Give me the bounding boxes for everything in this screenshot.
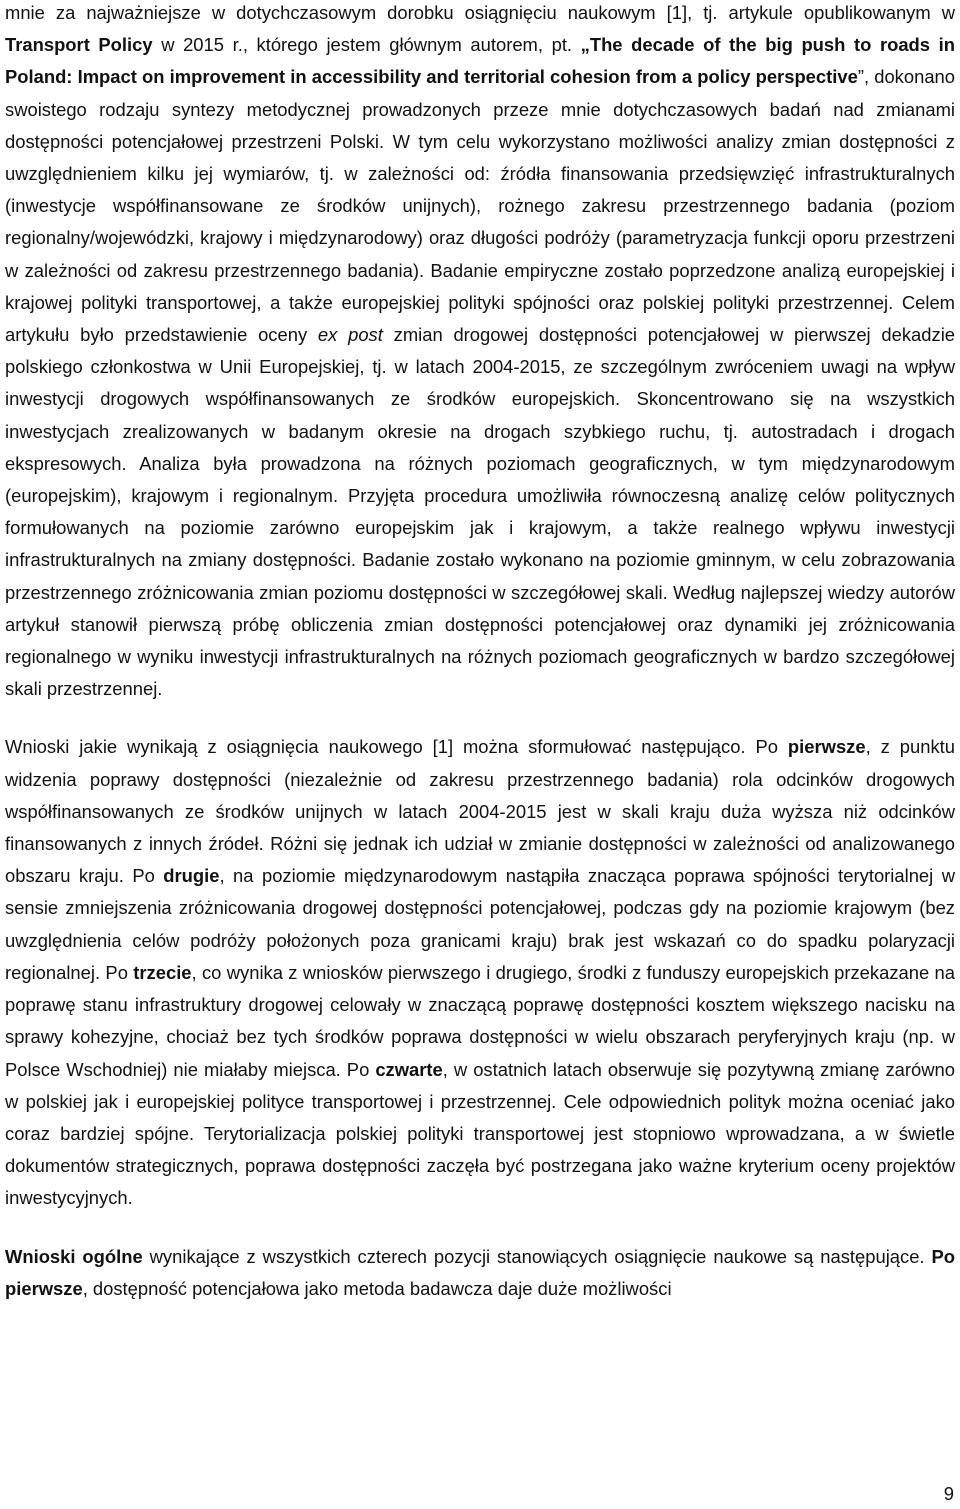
text-run: ”, dokonano swoistego rodzaju syntezy metodycznej prowadzonych przeze mnie dotychczasowych badań nad zmianami dostępności potencjałowej przestrzeni Polski. W tym celu wykorzystano możliwości analizy zmian dostępności z uwzględnieniem kilku jej wymiarów, tj. w zależności od: źródła finansowania przedsięwzięć infrastrukturalnych (inwestycje współfinansowane ze środków unijnych), rożnego zakresu przestrzennego badania (poziom regionalny/wojewódzki, krajowy i międzynarodowy) oraz długości podróży (parametryzacja funkcji oporu przestrzeni w zależności od zakresu przestrzennego badania). Badanie empiryczne zostało poprzedzone analizą europejskiej i krajowej polityki transportowej, a także europejskiej polityki spójności oraz polskiej polityki przestrzennej. Celem artykułu było przedstawienie oceny [5,66,956,346]
text-run: , dostępność potencjałowa jako metoda badawcza daje duże możliwości [82,1277,672,1299]
text-run: , co wynika z wniosków pierwszego i drugiego, środki z funduszy europejskich przekazane na poprawę stanu infrastruktury drogowej celowały w znaczącą poprawę dostępności kosztem większego nacisku na sprawy kohezyjne, chociaż bez tych środków poprawa dostępności w wielu obszarach peryferyjnych kraju (np. w Polsce Wschodniej) nie miałaby miejsca. Po [5,961,955,1080]
text-run: , z punktu widzenia poprawy dostępności (niezależnie od zakresu przestrzennego badania) rola odcinków drogowych współfinansowanych ze środków unijnych w latach 2004-2015 jest w skali kraju duża wyższa niż odcinków finansowanych z innych źródeł. Różni się jednak ich udział w zmianie dostępności w zależności od analizowanego obszaru kraju. Po [5,736,955,887]
paragraph-general-conclusions [5,1241,955,1305]
page-number: 9 [943,1483,954,1504]
bold-text: drugie [163,865,220,887]
italic-text: ex post [317,324,383,346]
text-run: , w ostatnich latach obserwuje się pozytywną zmianę zarówno w polskiej jak i europejskiej polityce transportowej i przestrzennej. Cele odpowiednich polityk można oceniać jako coraz bardziej spójne. Terytorializacja polskiej polityki transportowej jest stopniowo wprowadzana, a w świetle dokumentów strategicznych, poprawa dostępności zaczęła być postrzegana jako ważne kryterium oceny projektów inwestycyjnych. [5,1058,955,1209]
text-run: Wnioski jakie wynikają z osiągnięcia naukowego [1] można sformułować następująco. Po [5,736,788,758]
text-run: mnie za najważniejsze w dotychczasowym dorobku osiągnięciu naukowym [1], tj. artykule opublikowanym w [5,2,955,23]
text-run: , na poziomie międzynarodowym nastąpiła znacząca poprawa spójności terytorialnej w sensie zmniejszenia zróżnicowania drogowej dostępności potencjałowej, podczas gdy na poziomie krajowym (bez uwzględnienia celów podróży położonych poza granicami kraju) brak jest wskazań co do spadku polaryzacji regionalnej. Po [5,865,955,983]
text-run: w 2015 r., którego jestem głównym autorem, pt. [152,34,581,56]
bold-text: Wnioski ogólne [5,1245,143,1267]
bold-text: czwarte [375,1058,443,1080]
bold-text: pierwsze [787,736,866,758]
paragraph-achievement-summary [5,0,955,705]
text-run: zmian drogowej dostępności potencjałowej w pierwszej dekadzie polskiego członkostwa w Unii Europejskiej, tj. w latach 2004-2015, ze szczególnym zwróceniem uwagi na wpływ inwestycji drogowych współfinansowanych ze środków europejskich. Skoncentrowano się na wszystkich inwestycjach zrealizowanych w badanym okresie na drogach szybkiego ruchu, tj. autostradach i drogach ekspresowych. Analiza była prowadzona na różnych poziomach geograficznych, w tym międzynarodowym (europejskim), krajowym i regionalnym. Przyjęta procedura umożliwiła równoczesną analizę celów politycznych formułowanych na poziomie zarówno europejskim jak i krajowym, a także realnego wpływu inwestycji infrastrukturalnych na zmiany dostępności. Badanie zostało wykonano na poziomie gminnym, w celu zobrazowania przestrzennego zróżnicowania zmian poziomu dostępności w szczegółowej skali. Według najlepszej wiedzy autorów artykuł stanowił pierwszą próbę obliczenia zmian dostępności potencjałowej oraz dynamiki jej zróżnicowania regionalnego w wyniku inwestycji infrastrukturalnych na różnych poziomach geograficznych w bardzo szczegółowej skali przestrzennej. [5,324,956,700]
document-page [5,0,955,1305]
text-run: wynikające z wszystkich czterech pozycji stanowiących osiągnięcie naukowe są następujące. [142,1245,932,1267]
bold-text: „The decade of the big push to roads in Poland: Impact on improvement in accessibility and territorial cohesion from a policy perspective [5,34,955,88]
bold-text: Po pierwsze [5,1245,955,1299]
bold-text: trzecie [133,961,192,983]
paragraph-conclusions [5,731,955,1214]
bold-text: Transport Policy [5,34,153,56]
